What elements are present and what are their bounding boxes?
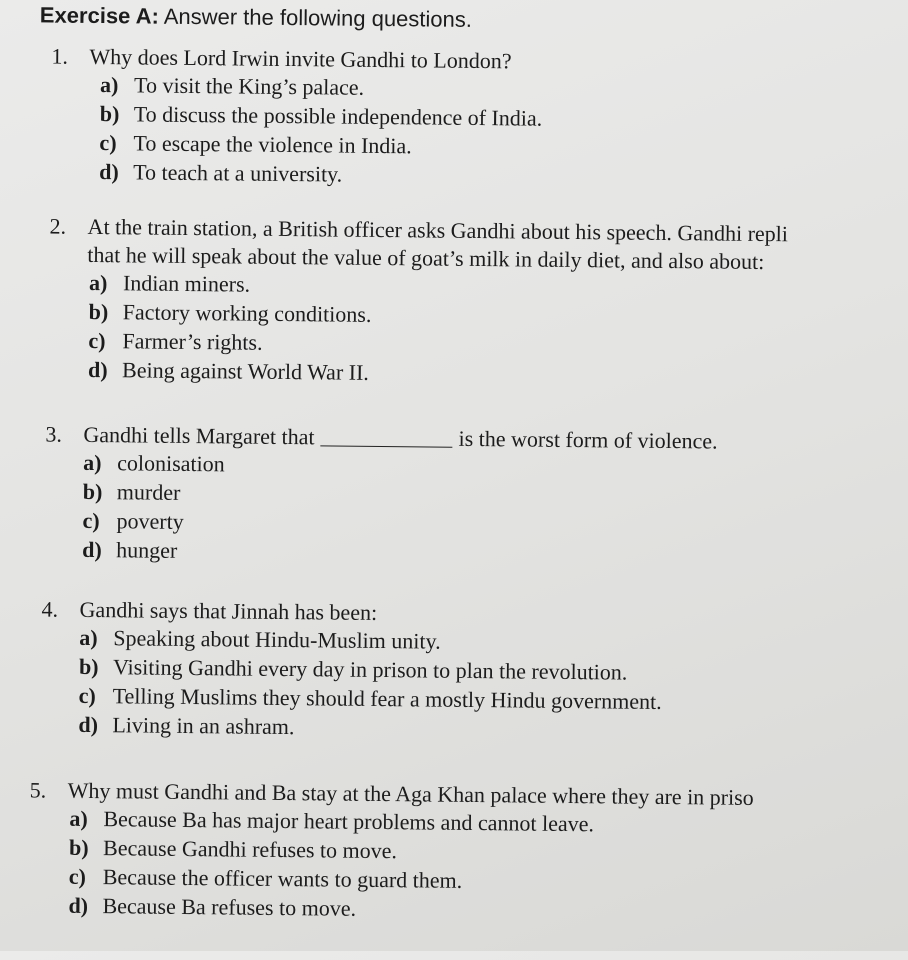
option-text: Because Ba refuses to move. — [102, 893, 357, 921]
option-letter: d) — [88, 356, 108, 383]
option-text: Factory working conditions. — [122, 299, 372, 327]
option-letter: b) — [88, 298, 109, 325]
question-4 — [40, 595, 662, 745]
question-5 — [28, 776, 754, 928]
option-text: Because the officer wants to guard them. — [102, 864, 463, 893]
exercise-heading-text: Answer the following questions. — [163, 3, 473, 32]
option-4d — [40, 710, 661, 746]
option-text: Farmer’s rights. — [122, 328, 263, 355]
option-text: murder — [116, 479, 181, 505]
question-1-options — [50, 71, 543, 192]
question-2 — [48, 213, 788, 393]
option-3d — [44, 535, 716, 571]
option-letter: a) — [99, 72, 119, 98]
question-text-after-blank: is the worst form of violence. — [458, 425, 718, 454]
question-2-stem-line-2: that he will speak about the value of goat’s milk in daily diet, and also about: — [87, 241, 765, 275]
option-letter: a) — [69, 805, 88, 831]
option-letter: a) — [88, 269, 108, 296]
question-3-options — [44, 448, 717, 571]
option-letter: d) — [68, 892, 89, 918]
question-4-options — [40, 623, 662, 745]
option-letter: b) — [69, 834, 89, 860]
question-text: Why must Gandhi and Ba stay at the Aga Khan palace where they are in priso — [67, 777, 754, 810]
option-letter: c) — [99, 130, 117, 156]
question-2-options — [48, 269, 788, 393]
option-letter: d) — [99, 159, 119, 185]
question-number: 5. — [29, 777, 47, 803]
question-text: At the train station, a British officer asks Gandhi about his speech. Gandhi repli — [87, 213, 789, 247]
question-number: 1. — [51, 43, 69, 69]
option-text: Because Ba has major heart problems and cannot leave. — [103, 806, 595, 837]
answer-blank[interactable] — [320, 425, 452, 447]
question-3 — [44, 421, 718, 572]
option-letter: c) — [82, 507, 100, 534]
option-text: Speaking about Hindu-Muslim unity. — [113, 625, 441, 654]
option-letter: a) — [79, 624, 98, 651]
option-text: Living in an ashram. — [112, 712, 295, 740]
question-number: 3. — [45, 421, 63, 447]
question-text: Why does Lord Irwin invite Gandhi to London? — [89, 43, 512, 74]
option-text: colonisation — [117, 450, 225, 477]
option-letter: b) — [78, 653, 99, 680]
option-text: To teach at a university. — [133, 159, 343, 187]
question-number: 2. — [49, 213, 67, 239]
option-letter: c) — [88, 327, 106, 354]
question-text-before-blank: Gandhi tells Margaret that — [83, 421, 315, 450]
option-text: To visit the King’s palace. — [133, 72, 365, 100]
question-number: 4. — [41, 596, 59, 622]
question-text: Gandhi says that Jinnah has been: — [79, 596, 378, 625]
option-1d — [50, 158, 542, 192]
option-letter: d) — [82, 536, 102, 563]
option-text: Indian miners. — [122, 270, 251, 297]
option-letter: b) — [82, 478, 103, 505]
question-5-options — [28, 804, 753, 928]
option-text: Because Gandhi refuses to move. — [102, 835, 398, 864]
option-text: Telling Muslims they should fear a mostly Hindu government. — [112, 683, 662, 714]
option-text: Being against World War II. — [122, 357, 370, 385]
option-letter: d) — [78, 711, 99, 738]
question-1 — [50, 43, 543, 192]
option-letter: c) — [78, 682, 96, 709]
option-letter: a) — [83, 449, 102, 476]
option-text: poverty — [116, 508, 184, 534]
exercise-heading — [40, 2, 472, 33]
option-5d — [28, 891, 752, 928]
exercise-heading-prefix: Exercise A: — [39, 2, 160, 29]
option-text: To escape the violence in India. — [133, 130, 412, 159]
option-text: hunger — [116, 537, 178, 563]
option-letter: c) — [68, 863, 87, 889]
option-text: To discuss the possible independence of India. — [133, 101, 543, 131]
option-text: Visiting Gandhi every day in prison to plan the revolution. — [112, 654, 628, 685]
option-letter: b) — [99, 101, 120, 127]
